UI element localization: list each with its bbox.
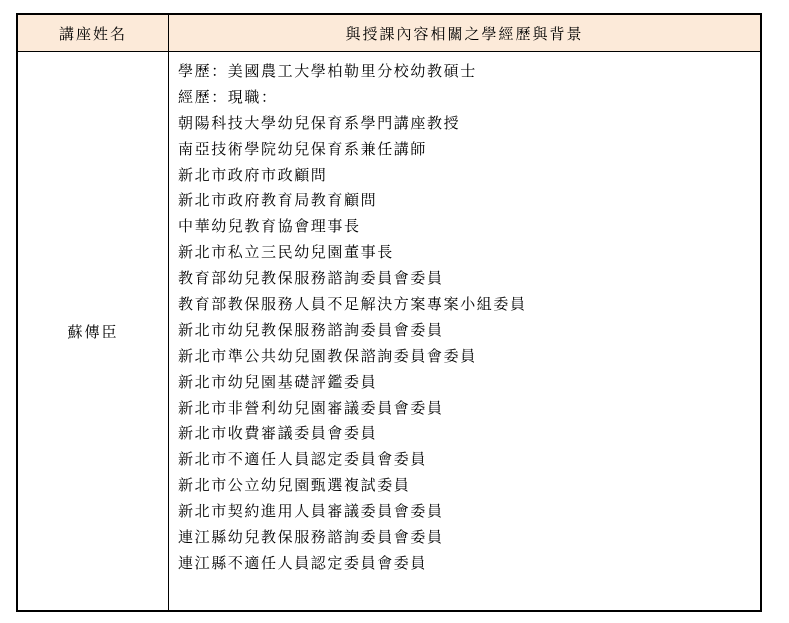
background-item: 教育部幼兒教保服務諮詢委員會委員 [178,269,444,288]
background-item: 經歷：現職： [178,87,278,106]
background-item: 南亞技術學院幼兒保育系兼任講師 [178,139,428,158]
instructor-table [16,13,762,612]
background-item: 新北市政府市政顧問 [178,165,328,184]
table-header-row [18,15,760,52]
background-item: 新北市契約進用人員審議委員會委員 [178,502,444,521]
background-item: 新北市準公共幼兒園教保諮詢委員會委員 [178,346,477,365]
column-divider [168,15,169,610]
background-item: 新北市非營利幼兒園審議委員會委員 [178,398,444,417]
header-background: 與授課內容相關之學經歷與背景 [345,24,584,43]
background-item: 新北市不適任人員認定委員會委員 [178,450,428,469]
background-item: 新北市政府教育局教育顧問 [178,191,378,210]
background-item: 新北市收費審議委員會委員 [178,424,378,443]
header-instructor-name: 講座姓名 [58,24,127,43]
background-item: 學歷：美國農工大學柏勒里分校幼教碩士 [178,62,477,80]
background-item: 新北市幼兒園基礎評鑑委員 [178,372,378,391]
background-item: 中華幼兒教育協會理事長 [178,217,361,236]
instructor-name-cell: 蘇傳臣 [67,322,119,341]
background-item: 連江縣幼兒教保服務諮詢委員會委員 [178,528,444,547]
background-item: 新北市幼兒教保服務諮詢委員會委員 [178,320,444,339]
background-item: 朝陽科技大學幼兒保育系學門講座教授 [178,113,461,132]
background-list [178,59,527,577]
background-item: 新北市私立三民幼兒園董事長 [178,243,394,262]
background-item: 連江縣不適任人員認定委員會委員 [178,553,428,572]
background-item: 教育部教保服務人員不足解決方案專案小組委員 [178,295,527,314]
background-item: 新北市公立幼兒園甄選複試委員 [178,476,411,495]
